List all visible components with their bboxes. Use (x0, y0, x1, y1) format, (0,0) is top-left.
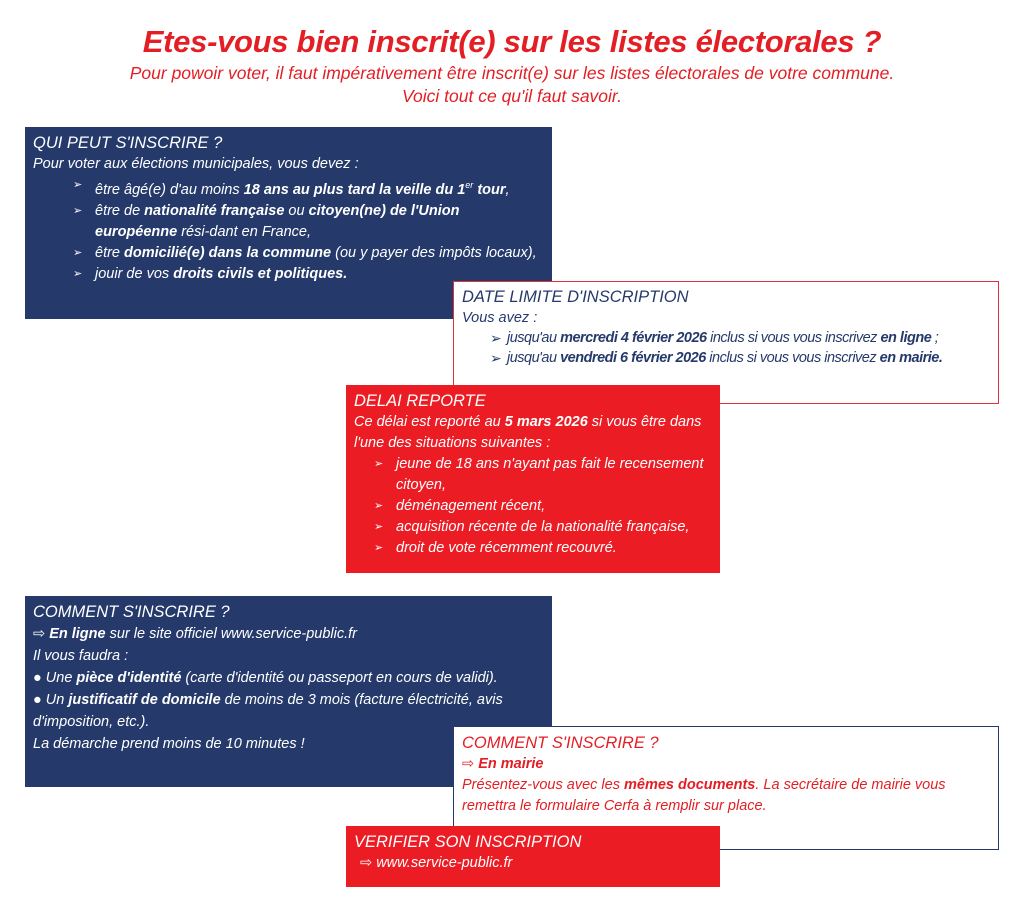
requirements-intro: Il vous faudra : (33, 648, 129, 664)
en-mairie-label: En mairie (478, 756, 544, 772)
mairie-instructions (462, 775, 990, 817)
emphasis-text: citoyen(ne) de l'Union européenne (95, 202, 460, 240)
text-segment: ● Une (33, 670, 77, 686)
text-segment: jusqu'au (507, 350, 561, 366)
delai-reporte-box (346, 385, 720, 573)
section-intro: Pour voter aux élections municipales, vous devez : (33, 156, 359, 172)
text-segment: être (95, 244, 125, 261)
text-segment: Ce délai est reporté au (354, 414, 505, 430)
text-segment: être de (95, 202, 145, 219)
text-segment: ; (931, 330, 939, 346)
emphasis-text: droits civils et politiques. (173, 265, 348, 282)
list-item (374, 454, 712, 496)
text-segment: ● Un (33, 692, 69, 708)
service-public-link[interactable]: www.service-public.fr (376, 855, 513, 871)
subtitle-line-1: Pour powoir voter, il faut impérativement être inscrit(e) sur les listes électorales de votre commune. (129, 63, 895, 83)
emphasis-text: nationalité française (144, 202, 285, 219)
text-segment: si vous être dans l'une des situations suivantes : (354, 414, 702, 451)
text-segment: rési-dant en France, (177, 223, 311, 240)
emphasis-text: pièce d'identité (76, 670, 182, 686)
emphasis-text: vendredi 6 février 2026 (560, 350, 706, 366)
emphasis-text: domicilié(e) dans la commune (124, 244, 332, 261)
list-item (374, 496, 712, 517)
deadline-list (462, 328, 992, 368)
emphasis-text: mêmes documents (624, 777, 756, 793)
list-item (73, 201, 544, 243)
text-segment: droit de vote récemment recouvré. (396, 540, 617, 556)
online-line (49, 626, 357, 642)
arrow-right-icon: ⇨ (462, 756, 475, 772)
emphasis-text: en ligne (880, 330, 932, 346)
text-segment: jouir de vos (95, 265, 174, 282)
text-segment: jeune de 18 ans n'ayant pas fait le recensement citoyen, (396, 456, 704, 493)
text-segment: inclus si vous vous inscrivez (705, 350, 880, 366)
requirement-identity (33, 667, 544, 689)
eligibility-list (33, 175, 544, 285)
section-intro (354, 412, 712, 454)
section-heading: COMMENT S'INSCRIRE ? (33, 603, 230, 621)
list-item (73, 175, 544, 201)
text-segment: (ou y payer des impôts locaux), (331, 244, 537, 261)
section-intro: Vous avez : (462, 310, 538, 326)
section-heading: QUI PEUT S'INSCRIRE ? (33, 134, 223, 152)
text-segment: être âgé(e) d'au moins (95, 181, 244, 198)
arrow-right-icon: ⇨ (33, 626, 46, 642)
text-segment: (carte d'identité ou passeport en cours de validi). (181, 670, 498, 686)
emphasis-text: mercredi 4 février 2026 (560, 330, 707, 346)
emphasis-text: En ligne (49, 626, 106, 642)
section-heading: DELAI REPORTE (354, 392, 486, 410)
text-segment: Présentez-vous avec les (462, 777, 624, 793)
text-segment: , (505, 181, 510, 198)
text-segment: . La secrétaire de mairie vous remettra le formulaire Cerfa à remplir sur place. (462, 777, 946, 814)
section-heading: VERIFIER SON INSCRIPTION (354, 833, 582, 851)
text-segment: déménagement récent, (396, 498, 546, 514)
duration-note: La démarche prend moins de 10 minutes ! (33, 736, 305, 752)
verifier-inscription-box (346, 826, 720, 887)
subtitle-line-2: Voici tout ce qu'il faut savoir. (402, 86, 622, 106)
emphasis-text: en mairie. (879, 350, 943, 366)
list-item (490, 328, 992, 348)
text-segment: acquisition récente de la nationalité française, (396, 519, 690, 535)
text-segment: er (465, 180, 474, 190)
emphasis-text: 18 ans au plus tard la veille du 1 (243, 181, 466, 198)
list-item (490, 348, 992, 368)
list-item (73, 243, 544, 264)
page-title: Etes-vous bien inscrit(e) sur les listes électorales ? (142, 24, 882, 59)
section-heading: COMMENT S'INSCRIRE ? (462, 734, 659, 752)
arrow-right-icon: ⇨ (360, 855, 373, 871)
text-segment: de moins de 3 mois (facture électricité, avis d'imposition, etc.). (33, 692, 503, 730)
section-heading: DATE LIMITE D'INSCRIPTION (462, 288, 689, 306)
list-item (374, 517, 712, 538)
situations-list (354, 454, 712, 559)
text-segment: inclus si vous vous inscrivez (706, 330, 881, 346)
emphasis-text: tour (473, 181, 506, 198)
emphasis-text: justificatif de domicile (68, 692, 221, 708)
text-segment: ou (284, 202, 309, 219)
text-segment: sur le site officiel www.service-public.fr (105, 626, 358, 642)
list-item (374, 538, 712, 559)
text-segment: jusqu'au (507, 330, 561, 346)
emphasis-text: 5 mars 2026 (504, 414, 588, 430)
